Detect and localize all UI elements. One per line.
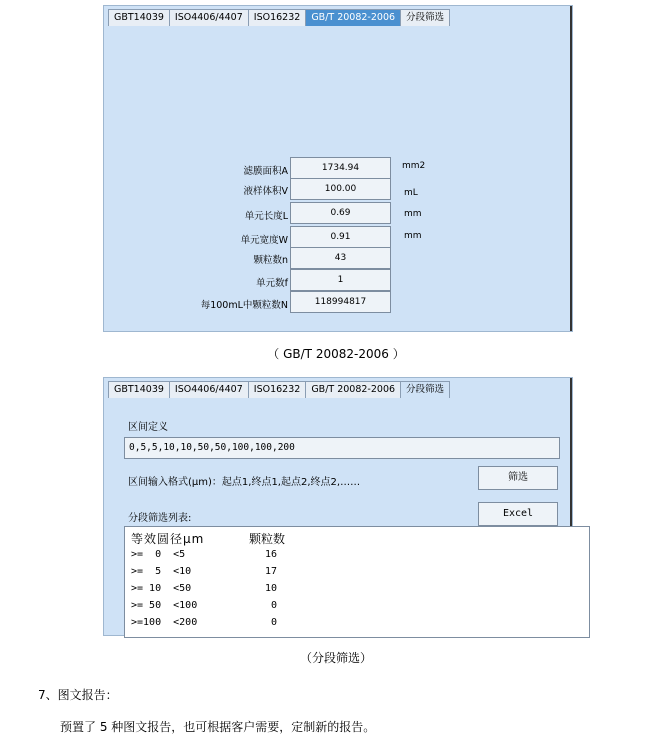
field-unit: mL [404,188,418,198]
caption-segment-filter: （分段筛选） [299,651,372,665]
tab-segment-filter[interactable]: 分段筛选 [400,9,450,26]
segment-list[interactable] [124,526,590,638]
tab-gbt14039[interactable]: GBT14039 [108,381,170,398]
tab-iso16232[interactable]: ISO16232 [248,9,307,26]
unit-width-field[interactable]: 0.91 [290,226,391,248]
tab-gbt14039[interactable]: GBT14039 [108,9,170,26]
tab-gbt20082[interactable]: GB/T 20082-2006 [305,9,401,26]
unit-count-field[interactable]: 1 [290,269,391,291]
filter-area-field[interactable]: 1734.94 [290,157,391,179]
tab-iso4406[interactable]: ISO4406/4407 [169,381,249,398]
tab-gbt20082[interactable]: GB/T 20082-2006 [305,381,401,398]
section-body: 预置了 5 种图文报告，也可根据客户需要，定制新的报告。 [60,720,376,734]
field-label: 单元长度L [244,211,288,222]
field-unit: mm [404,209,422,219]
particle-count-field[interactable]: 43 [290,247,391,269]
field-label: 颗粒数n [253,255,288,266]
particles-per-100ml-field[interactable]: 118994817 [290,291,391,313]
field-label: 滤膜面积A [243,166,288,177]
list-header-count: 颗粒数 [249,532,286,546]
interval-definition-label: 区间定义 [128,422,168,433]
panel-right-border [570,6,572,331]
list-row-range: >= 0 <5 [131,549,186,560]
list-title: 分段筛选列表: [128,513,192,524]
format-hint: 区间输入格式(μm)：起点1,终点1,起点2,终点2,…… [128,477,361,488]
gbt20082-panel [103,5,573,332]
list-row-count: 16 [265,549,278,560]
tab-bar [108,381,449,398]
field-label: 单元数f [256,278,288,289]
list-row-count: 17 [265,566,278,577]
list-row-count: 0 [271,617,278,628]
field-unit: mm2 [402,161,426,171]
list-header-diameter: 等效圆径μm [131,532,205,546]
list-row-range: >= 5 <10 [131,566,192,577]
list-row-count: 0 [271,600,278,611]
filter-button[interactable]: 筛选 [478,466,558,490]
list-row-range: >=100 <200 [131,617,198,628]
tab-iso4406[interactable]: ISO4406/4407 [169,9,249,26]
tab-iso16232[interactable]: ISO16232 [248,381,307,398]
field-unit: mm [404,231,422,241]
list-row-range: >= 50 <100 [131,600,198,611]
list-row-count: 10 [265,583,278,594]
field-label: 单元宽度W [240,235,288,246]
field-label: 液样体积V [243,186,288,197]
interval-input[interactable]: 0,5,5,10,10,50,50,100,100,200 [124,437,560,459]
sample-volume-field[interactable]: 100.00 [290,178,391,200]
caption-gbt20082: （ GB/T 20082-2006 ） [267,347,405,361]
list-row-range: >= 10 <50 [131,583,192,594]
excel-export-button[interactable]: Excel [478,502,558,526]
segment-filter-panel [103,377,573,636]
tab-bar [108,9,449,26]
field-label: 每100mL中颗粒数N [200,300,288,311]
section-title: 7、图文报告： [38,688,118,702]
unit-length-field[interactable]: 0.69 [290,202,391,224]
tab-segment-filter[interactable]: 分段筛选 [400,381,450,398]
